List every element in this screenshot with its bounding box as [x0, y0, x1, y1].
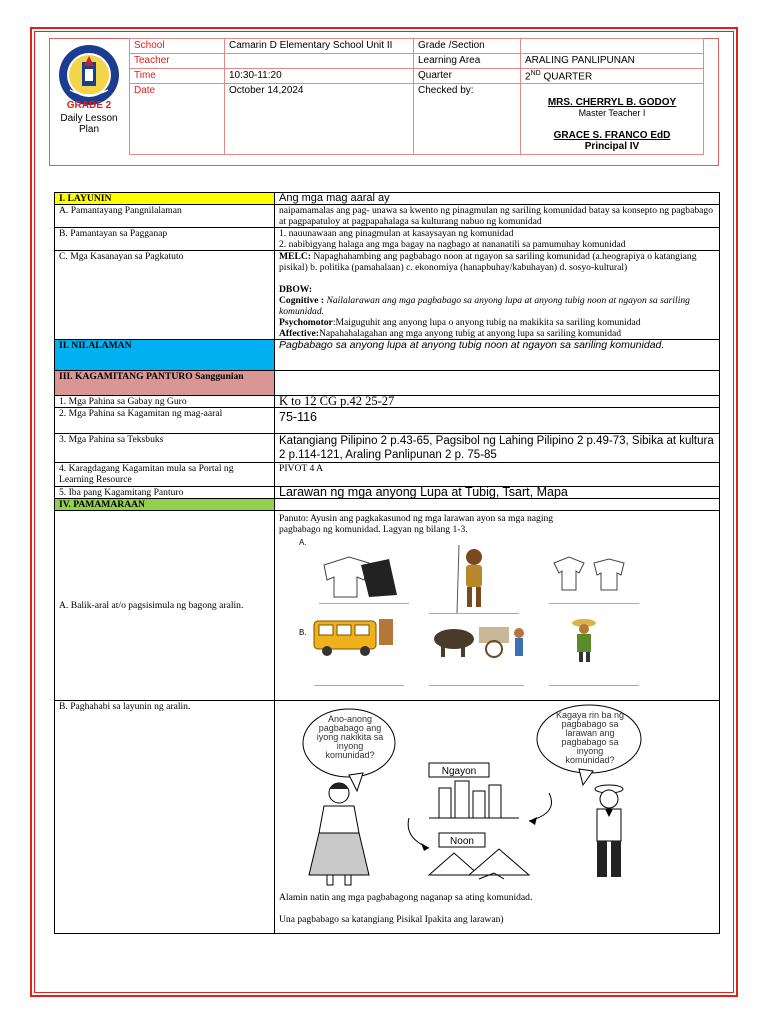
- pamantayang-pangnilalaman-label: A. Pamantayang Pangnilalaman: [55, 205, 275, 228]
- date-label: Date: [130, 84, 225, 155]
- farmer-illustration: [549, 619, 639, 686]
- cognitive-body: Nailalarawan ang mga pagbabago sa anyong lupa at anyong tubig noon at ngayon sa sariling komunidad.: [279, 295, 690, 317]
- quarter-label: Quarter: [414, 69, 521, 84]
- ngayon-label-box: [429, 763, 489, 777]
- pagganap-item-2: 2. nabibigyang halaga ang mga bagay na nagbago at nananatili sa pamumuhay komunidad: [279, 239, 626, 250]
- balik-aral-instruction: Panuto: Ayusin ang pagkakasunod ng mga larawan ayon sa mga naging pagbabago ng komunidad. Lagyan ng bilang 1-3.: [279, 513, 554, 535]
- school-value: Camarin D Elementary School Unit II: [225, 39, 414, 54]
- row-gabay-ng-guro: [55, 396, 720, 408]
- signatory-1-name: MRS. CHERRYL B. GODOY: [547, 97, 677, 109]
- girl-illustration: [309, 783, 369, 885]
- pamantayan-sa-pagganap-value: [275, 228, 720, 251]
- psychomotor-label: Psychomotor: [279, 317, 333, 328]
- melc-label: MELC:: [279, 251, 311, 262]
- modern-clothes-illustration: [549, 557, 639, 604]
- iba-pang-kagamitan-value: Larawan ng mga anyong Lupa at Tubig, Tsart, Mapa: [275, 487, 720, 499]
- teacher-value: [225, 54, 414, 69]
- affective-label: Affective:: [279, 328, 319, 339]
- melc-text: [279, 251, 715, 273]
- gabay-ng-guro-value: K to 12 CG p.42 25-27: [275, 396, 720, 408]
- layunin-label: I. LAYUNIN: [55, 193, 275, 205]
- time-value: 10:30-11:20: [225, 69, 414, 84]
- right-bubble-text: Kagaya rin ba ng pagbabago sa larawan ang pagbabago sa inyong komunidad?: [555, 711, 625, 765]
- row-kasanayan: [55, 251, 720, 340]
- karagdagang-kagamitan-value: PIVOT 4 A: [275, 463, 720, 487]
- row-karagdagang-kagamitan: [55, 463, 720, 487]
- picture-row-a-label: A.: [299, 538, 307, 547]
- paghahabi-label: B. Paghahabi sa layunin ng aralin.: [55, 701, 275, 934]
- row-pamantayang-pangnilalaman: [55, 205, 720, 228]
- time-label: Time: [130, 69, 225, 84]
- signatories-cell: [521, 84, 704, 155]
- jeepney-illustration: [314, 619, 404, 686]
- school-label: School: [130, 39, 225, 54]
- paghahabi-illustration: [279, 703, 715, 889]
- affective-text: [279, 328, 715, 339]
- cognitive-label: Cognitive :: [279, 295, 325, 306]
- learning-area-value: ARALING PANLIPUNAN: [521, 54, 704, 69]
- learning-area-label: Learning Area: [414, 54, 521, 69]
- row-kagamitan: [55, 371, 720, 396]
- kagamitan-mag-aaral-value: 75-116: [275, 408, 720, 434]
- curved-arrow-left: [408, 818, 429, 851]
- melc-body: Napaghahambing ang pagbabago noon at ngayon sa sariling komunidad (a.heograpiya o katangiang pisikal) b. politika (pamahalaan) c. ekonomiya (hanapbuhay/kabuhayan) d. sosyo-kultural): [279, 251, 697, 273]
- noon-label-box: [439, 833, 485, 847]
- layunin-value: Ang mga mag aaral ay: [275, 193, 720, 205]
- kagamitan-value: [275, 371, 720, 396]
- row-layunin: [55, 193, 720, 205]
- row-pamantayan-sa-pagganap: [55, 228, 720, 251]
- left-speech-bubble: [303, 709, 395, 791]
- gabay-ng-guro-label: 1. Mga Pahina sa Gabay ng Guro: [55, 396, 275, 408]
- row-balik-aral: [55, 511, 720, 701]
- pamamaraan-label: IV. PAMAMARAAN: [55, 499, 275, 511]
- kasanayan-value: [275, 251, 720, 340]
- teksbuks-label: 3. Mga Pahina sa Teksbuks: [55, 434, 275, 463]
- noon-label: Noon: [450, 836, 474, 847]
- balik-aral-label: A. Balik-aral at/o pagsisimula ng bagong aralin.: [55, 511, 275, 701]
- psychomotor-text: [279, 317, 715, 328]
- paghahabi-text-1: Alamin natin ang mga pagbabagong naganap sa ating komunidad.: [279, 892, 533, 903]
- header-info-table: [129, 38, 704, 155]
- checked-by-label: Checked by:: [414, 84, 521, 155]
- pamantayang-pangnilalaman-value: naipamamalas ang pag- unawa sa kwento ng pinagmulan ng sariling komunidad batay sa konsepto ng pagbabago at pagpapatuloy at pagpapahalaga sa kulturang nabuo ng komunidad: [275, 205, 720, 228]
- dbow-label: DBOW:: [279, 284, 313, 295]
- pagganap-item-1: 1. nauunawaan ang pinagmulan at kasaysayan ng komunidad: [279, 228, 514, 239]
- plan-type-label: Daily Lesson Plan: [60, 113, 118, 135]
- quarter-value: [521, 69, 704, 84]
- grade-section-label: Grade /Section: [414, 39, 521, 54]
- quarter-number: 2: [525, 71, 531, 83]
- grade-label-block: [50, 100, 128, 135]
- quarter-word: QUARTER: [540, 71, 593, 83]
- row-pamamaraan: [55, 499, 720, 511]
- row-kagamitan-mag-aaral: [55, 408, 720, 434]
- kagamitan-label: III. KAGAMITANG PANTURO Sanggunian: [55, 371, 275, 396]
- city-buildings-illustration: [429, 781, 519, 818]
- grade-section-value: [521, 39, 704, 54]
- kasanayan-label: C. Mga Kasanayan sa Pagkatuto: [55, 251, 275, 340]
- boy-illustration: [595, 785, 623, 877]
- balik-aral-pictures: [279, 535, 709, 695]
- teksbuks-value: Katangiang Pilipino 2 p.43-65, Pagsibol ng Lahing Pilipino 2 p.49-73, Sibika at kultura 2 p.114-121, Araling Panlipunan 2 p. 75-85: [275, 434, 720, 463]
- date-value: October 14,2024: [225, 84, 414, 155]
- signatory-2-title: Principal IV: [584, 141, 640, 153]
- row-teksbuks: [55, 434, 720, 463]
- lesson-plan-table: [54, 192, 720, 934]
- row-paghahabi: [55, 701, 720, 934]
- ngayon-label: Ngayon: [441, 766, 477, 777]
- right-speech-bubble: [537, 705, 641, 785]
- quarter-suffix: ND: [530, 70, 541, 77]
- kagamitan-mag-aaral-label: 2. Mga Pahina sa Kagamitan ng mag-aaral: [55, 408, 275, 434]
- nilalaman-label: II. NILALAMAN: [55, 340, 275, 371]
- row-nilalaman: [55, 340, 720, 371]
- pamantayan-sa-pagganap-label: B. Pamantayan sa Pagganap: [55, 228, 275, 251]
- paghahabi-text-2: Una pagbabago sa katangiang Pisikal Ipakita ang larawan): [279, 914, 504, 925]
- affective-body: Napahahalagahan ang mga anyong tubig at anyong lupa sa sariling komunidad: [318, 328, 622, 339]
- grade-label: GRADE 2: [66, 100, 112, 111]
- iba-pang-kagamitan-label: 5. Iba pang Kagamitang Panturo: [55, 487, 275, 499]
- mountains-illustration: [429, 849, 529, 879]
- tribal-person-illustration: [429, 545, 519, 614]
- pamamaraan-value: [275, 499, 720, 511]
- left-bubble-text: Ano-anong pagbabago ang iyong nakikita sa inyong komunidad?: [316, 715, 384, 760]
- balik-aral-content: [275, 511, 720, 701]
- signatory-2-name: GRACE S. FRANCO EdD: [553, 130, 671, 142]
- row-iba-pang-kagamitan: [55, 487, 720, 499]
- carabao-cart-illustration: [429, 627, 524, 686]
- cognitive-text: [279, 295, 715, 317]
- curved-arrow-right: [529, 793, 552, 825]
- paghahabi-content: [275, 701, 720, 934]
- karagdagang-kagamitan-label: 4. Karagdagang Kagamitan mula sa Portal ng Learning Resource: [55, 463, 275, 487]
- nilalaman-value: Pagbabago sa anyong lupa at anyong tubig noon at ngayon sa sariling komunidad.: [275, 340, 720, 371]
- teacher-label: Teacher: [130, 54, 225, 69]
- picture-row-b-label: B.: [299, 628, 307, 637]
- psychomotor-body: :Maiguguhit ang anyong lupa o anyong tubig na makikita sa sariling komunidad: [332, 317, 641, 328]
- deped-seal-logo: [58, 44, 120, 106]
- signatory-1-title: Master Teacher I: [578, 108, 646, 119]
- traditional-clothes-illustration: [319, 557, 409, 604]
